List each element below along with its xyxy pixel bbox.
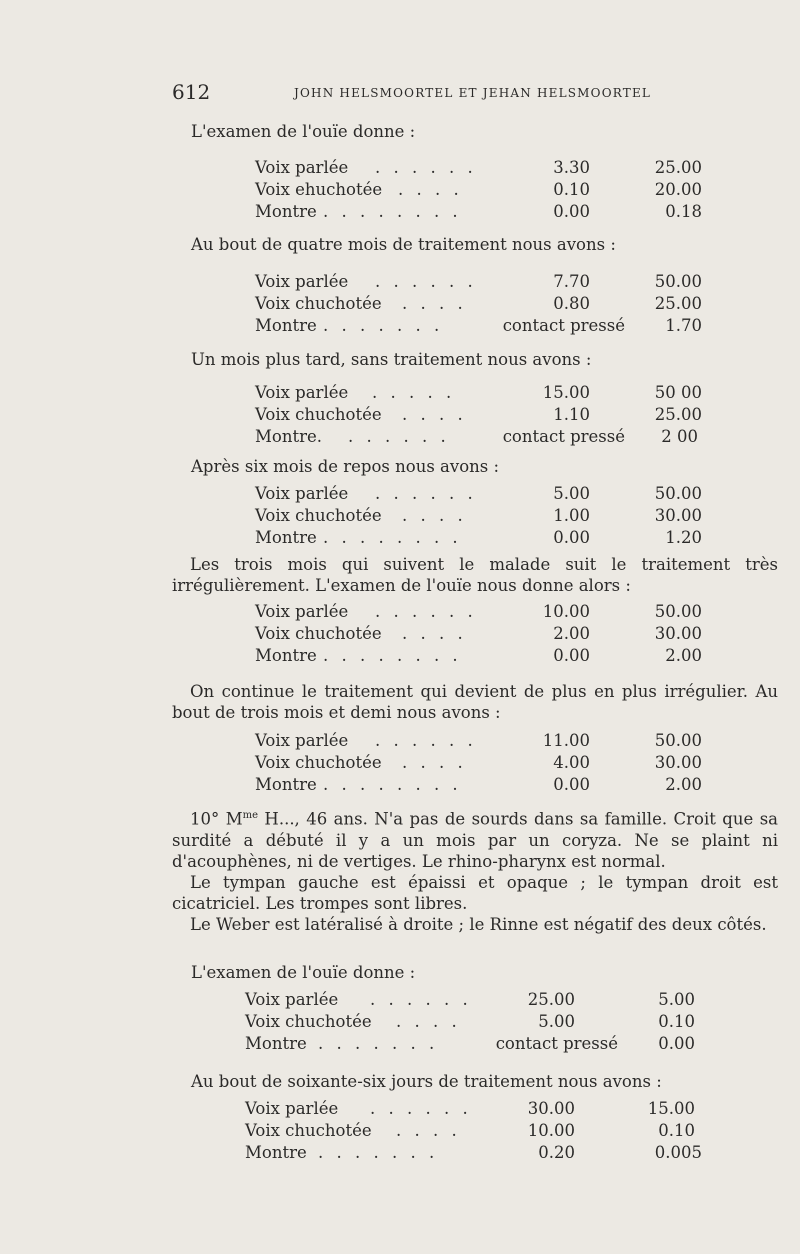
row-label: Voix chuchotée xyxy=(245,1121,372,1140)
table-row xyxy=(0,405,800,427)
table-row xyxy=(0,506,800,528)
row-dots: . . . . . . . . xyxy=(323,528,462,547)
section-intro: Après six mois de repos nous avons : xyxy=(191,457,500,476)
row-dots: . . . . . . xyxy=(375,158,477,177)
case-number: 10° xyxy=(190,809,220,829)
row-dots: . . . . . . . . xyxy=(323,646,462,665)
row-value-2: 0.005 xyxy=(654,1143,702,1162)
paragraph-text: On continue le traitement qui devient de plus en plus irrégulier. Au bout de trois mois et demi nous avons : xyxy=(172,682,778,722)
row-dots: . . . . . . xyxy=(375,731,477,750)
paragraph-text: Le Weber est latéralisé à droite ; le Rinne est négatif des deux côtés. xyxy=(190,914,767,934)
row-dots: . . . . xyxy=(396,1121,461,1140)
row-label: Montre xyxy=(255,646,317,665)
row-dots: . . . . xyxy=(402,506,467,525)
table-row xyxy=(0,180,800,202)
row-value-2: 50.00 xyxy=(654,272,702,291)
row-label: Voix ehuchotée xyxy=(255,180,383,199)
table-row xyxy=(0,484,800,506)
row-value-1: 10.00 xyxy=(542,602,590,621)
row-value-2: 20.00 xyxy=(654,180,702,199)
row-value-1: 0.00 xyxy=(553,775,590,794)
table-row xyxy=(0,528,800,550)
table-row xyxy=(0,1012,800,1034)
row-value-2: 25.00 xyxy=(654,405,702,424)
row-value-2: 2.00 xyxy=(665,646,702,665)
table-row xyxy=(0,990,800,1012)
table-row xyxy=(0,624,800,646)
section-intro: Au bout de quatre mois de traitement nous avons : xyxy=(191,235,616,254)
table-row xyxy=(0,1121,800,1143)
row-dots: . . . . . . xyxy=(375,602,477,621)
row-dots: . . . . xyxy=(402,294,467,313)
row-dots: . . . . . . xyxy=(375,484,477,503)
row-value-2: 50.00 xyxy=(654,602,702,621)
row-value-2: 1.20 xyxy=(665,528,702,547)
table-row xyxy=(0,1099,800,1121)
row-label: Voix chuchotée xyxy=(255,405,382,424)
row-value-2: 30.00 xyxy=(654,624,702,643)
row-value-1: 30.00 xyxy=(527,1099,575,1118)
table-row xyxy=(0,294,800,316)
row-value-1: 2.00 xyxy=(553,624,590,643)
row-dots: . . . . xyxy=(402,753,467,772)
table-row xyxy=(0,158,800,180)
row-value-2: 25.00 xyxy=(654,158,702,177)
page-number: 612 xyxy=(172,80,211,104)
row-value-2: 25.00 xyxy=(654,294,702,313)
row-value-1: 15.00 xyxy=(542,383,590,402)
case-text: H..., 46 ans. N'a pas de sourds dans sa famille. Croit que sa surdité a débuté il y a un mois par un coryza. Ne se plaint ni d'acouphènes, ni de vertiges. Le rhino-pharynx est normal. xyxy=(172,809,778,871)
table-row xyxy=(0,383,800,405)
row-dots: . . . . xyxy=(402,624,467,643)
row-dots: . . . . . . . xyxy=(318,1034,439,1053)
row-value-2: 30.00 xyxy=(654,753,702,772)
row-value-1: 1.10 xyxy=(553,405,590,424)
row-value-1: contact pressé xyxy=(495,1034,618,1053)
row-label: Montre xyxy=(255,202,317,221)
row-value-1: 5.00 xyxy=(538,1012,575,1031)
row-value-1: 7.70 xyxy=(553,272,590,291)
row-dots: . . . . xyxy=(402,405,467,424)
row-value-2: 5.00 xyxy=(658,990,695,1009)
row-dots: . . . . . . xyxy=(348,427,450,446)
row-dots: . . . . . . . xyxy=(323,316,444,335)
row-label: Voix parlée xyxy=(255,602,349,621)
row-value-1: 0.10 xyxy=(553,180,590,199)
row-dots: . . . . . . . xyxy=(318,1143,439,1162)
paragraph-text: Le tympan gauche est épaissi et opaque ; le tympan droit est cicatriciel. Les trompes sont libres. xyxy=(172,872,778,913)
row-value-1: 3.30 xyxy=(553,158,590,177)
row-value-2: 2.00 xyxy=(665,775,702,794)
row-label: Voix parlée xyxy=(255,383,349,402)
paragraph xyxy=(172,554,778,596)
row-value-1: 0.20 xyxy=(538,1143,575,1162)
section-intro: Un mois plus tard, sans traitement nous avons : xyxy=(191,350,592,369)
paragraph xyxy=(172,681,778,723)
row-dots: . . . . . . xyxy=(375,272,477,291)
row-dots: . . . . . . . . xyxy=(323,202,462,221)
table-row xyxy=(0,775,800,797)
row-value-1: 0.00 xyxy=(553,646,590,665)
page-header xyxy=(172,80,692,110)
table-row xyxy=(0,272,800,294)
row-label: Montre xyxy=(255,775,317,794)
row-value-2: 50 00 xyxy=(654,383,702,402)
row-value-2: 15.00 xyxy=(647,1099,695,1118)
row-label: Voix chuchotée xyxy=(255,506,382,525)
row-label: Voix chuchotée xyxy=(255,294,382,313)
row-label: Voix parlée xyxy=(245,1099,339,1118)
row-label: Montre xyxy=(245,1143,307,1162)
row-value-2: 1.70 xyxy=(665,316,702,335)
row-label: Voix chuchotée xyxy=(255,753,382,772)
row-value-1: 4.00 xyxy=(553,753,590,772)
row-value-1: 11.00 xyxy=(542,731,590,750)
row-dots: . . . . . xyxy=(372,383,456,402)
row-dots: . . . . xyxy=(398,180,463,199)
row-label: Voix chuchotée xyxy=(255,624,382,643)
section-intro: L'examen de l'ouïe donne : xyxy=(191,963,416,982)
section-intro: L'examen de l'ouïe donne : xyxy=(191,122,416,141)
row-label: Voix parlée xyxy=(255,158,349,177)
row-label: Voix chuchotée xyxy=(245,1012,372,1031)
row-value-2: 2 00 xyxy=(661,427,698,446)
section-intro: Au bout de soixante-six jours de traitement nous avons : xyxy=(191,1072,662,1091)
row-value-1: contact pressé xyxy=(502,427,625,446)
case-paragraph xyxy=(172,805,778,872)
row-value-1: 0.80 xyxy=(553,294,590,313)
row-label: Voix parlée xyxy=(255,484,349,503)
table-row xyxy=(0,731,800,753)
table-row xyxy=(0,753,800,775)
row-value-2: 0.18 xyxy=(665,202,702,221)
row-label: Voix parlée xyxy=(255,272,349,291)
row-value-1: 0.00 xyxy=(553,528,590,547)
row-label: Voix parlée xyxy=(245,990,339,1009)
table-row xyxy=(0,1034,800,1056)
row-value-1: contact pressé xyxy=(502,316,625,335)
row-value-2: 0.10 xyxy=(658,1121,695,1140)
row-value-1: 0.00 xyxy=(553,202,590,221)
table-row xyxy=(0,316,800,338)
row-value-2: 0.10 xyxy=(658,1012,695,1031)
paragraph-text: Les trois mois qui suivent le malade suit le traitement très irrégulièrement. L'examen de l'ouïe nous donne alors : xyxy=(172,555,778,595)
row-label: Montre xyxy=(245,1034,307,1053)
row-dots: . . . . . . xyxy=(370,1099,472,1118)
table-row xyxy=(0,202,800,224)
table-row xyxy=(0,1143,800,1165)
case-title-sup: me xyxy=(242,810,258,821)
row-value-2: 50.00 xyxy=(654,484,702,503)
case-description xyxy=(172,805,778,935)
row-value-1: 10.00 xyxy=(527,1121,575,1140)
row-dots: . . . . xyxy=(396,1012,461,1031)
row-label: Montre. xyxy=(255,427,322,446)
row-label: Voix parlée xyxy=(255,731,349,750)
row-value-1: 25.00 xyxy=(527,990,575,1009)
table-row xyxy=(0,646,800,668)
case-title: M xyxy=(225,809,243,829)
row-value-1: 5.00 xyxy=(553,484,590,503)
row-value-2: 0.00 xyxy=(658,1034,695,1053)
row-value-2: 50.00 xyxy=(654,731,702,750)
table-row xyxy=(0,427,800,449)
row-dots: . . . . . . xyxy=(370,990,472,1009)
row-value-1: 1.00 xyxy=(553,506,590,525)
row-value-2: 30.00 xyxy=(654,506,702,525)
row-label: Montre xyxy=(255,528,317,547)
row-dots: . . . . . . . . xyxy=(323,775,462,794)
row-label: Montre xyxy=(255,316,317,335)
table-row xyxy=(0,602,800,624)
running-head: JOHN HELSMOORTEL ET JEHAN HELSMOORTEL xyxy=(294,86,652,100)
